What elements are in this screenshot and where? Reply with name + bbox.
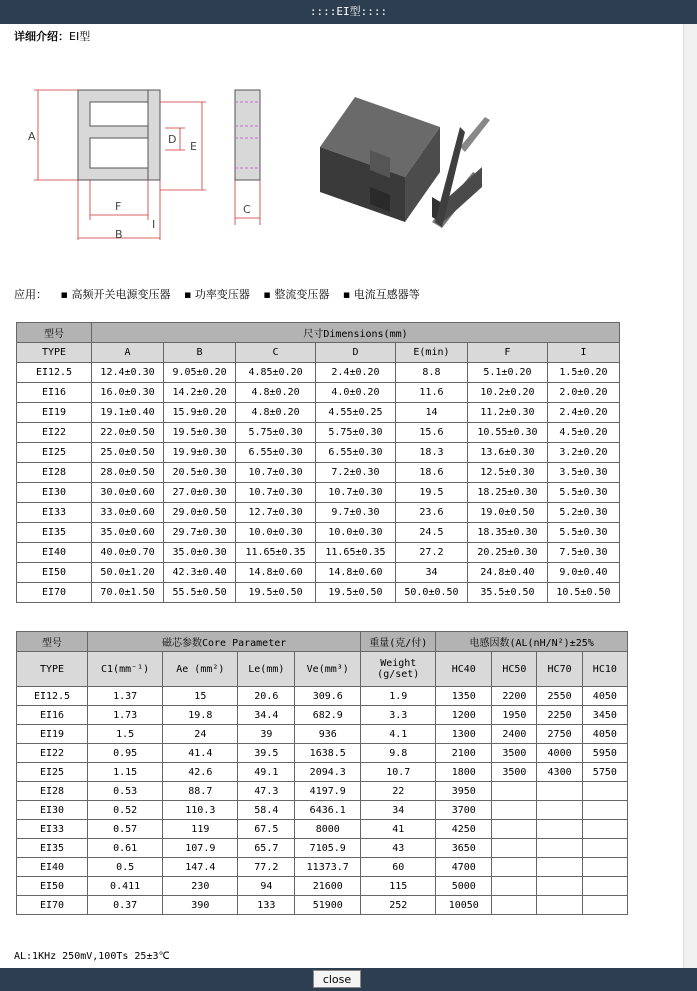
model-cell: EI12.5 [17, 687, 88, 706]
table-cell: 12.5±0.30 [467, 463, 547, 483]
table-row [17, 820, 628, 839]
table-cell: 60 [361, 858, 436, 877]
table-cell: 11.65±0.35 [236, 543, 316, 563]
model-cell: EI28 [17, 463, 92, 483]
table-cell: 11.65±0.35 [316, 543, 396, 563]
intro-line [14, 28, 90, 44]
table-row [17, 858, 628, 877]
table-cell: 34 [361, 801, 436, 820]
dim-label-d: D [168, 133, 177, 146]
table-cell: 4.8±0.20 [236, 383, 316, 403]
application-item: ▪ 高频开关电源变压器 [60, 288, 171, 301]
table-cell [492, 801, 537, 820]
table-cell: 3650 [436, 839, 492, 858]
table-cell: 1.15 [88, 763, 163, 782]
table-cell: 0.95 [88, 744, 163, 763]
table-cell: 19.9±0.30 [164, 443, 236, 463]
table-cell: 70.0±1.50 [92, 583, 164, 603]
dim-col-header: I [547, 343, 619, 363]
dimensions-header: 尺寸Dimensions(mm) [92, 323, 620, 343]
table-cell: 4.8±0.20 [236, 403, 316, 423]
table-row [17, 383, 620, 403]
table-cell: 10.7 [361, 763, 436, 782]
model-cell: EI70 [17, 896, 88, 915]
model-cell: EI50 [17, 563, 92, 583]
table-cell: 2100 [436, 744, 492, 763]
table-cell: 11373.7 [295, 858, 361, 877]
table-cell: 35.0±0.30 [164, 543, 236, 563]
table-cell: 1.37 [88, 687, 163, 706]
table-cell: 14.2±0.20 [164, 383, 236, 403]
table-cell: 0.37 [88, 896, 163, 915]
table-cell: 49.1 [238, 763, 295, 782]
table-cell: 10.0±0.30 [236, 523, 316, 543]
table-cell: 4.5±0.20 [547, 423, 619, 443]
table-cell: 19.0±0.50 [467, 503, 547, 523]
table-cell: 10050 [436, 896, 492, 915]
table-cell: 3.3 [361, 706, 436, 725]
table-cell: 2.4±0.20 [316, 363, 396, 383]
core-parameter-header: 磁芯参数Core Parameter [88, 632, 361, 652]
table-cell [537, 858, 582, 877]
table-row [17, 839, 628, 858]
table-cell: 7.5±0.30 [547, 543, 619, 563]
model-cell: EI30 [17, 483, 92, 503]
table-cell: 10.2±0.20 [467, 383, 547, 403]
table-cell: 16.0±0.30 [92, 383, 164, 403]
table-cell: 5.1±0.20 [467, 363, 547, 383]
table-cell: 42.6 [163, 763, 238, 782]
table-cell: 14 [395, 403, 467, 423]
table-row [17, 443, 620, 463]
table-cell: 1.73 [88, 706, 163, 725]
type-header: TYPE [17, 343, 92, 363]
table-cell: 0.52 [88, 801, 163, 820]
dim-col-header: F [467, 343, 547, 363]
table-cell: 10.7±0.30 [316, 483, 396, 503]
application-item: ▪ 整流变压器 [263, 288, 330, 301]
model-header: 型号 [17, 323, 92, 343]
table-cell [537, 782, 582, 801]
table-cell [582, 896, 627, 915]
table-cell: 682.9 [295, 706, 361, 725]
table-cell: 19.1±0.40 [92, 403, 164, 423]
table-cell: 119 [163, 820, 238, 839]
type-header: TYPE [17, 652, 88, 687]
table-cell: 10.0±0.30 [316, 523, 396, 543]
table-cell: 42.3±0.40 [164, 563, 236, 583]
table-cell: 4050 [582, 725, 627, 744]
table-cell: 2400 [492, 725, 537, 744]
al-col-header: HC50 [492, 652, 537, 687]
table-cell: 67.5 [238, 820, 295, 839]
table-cell: 12.4±0.30 [92, 363, 164, 383]
application-item: ▪ 功率变压器 [183, 288, 250, 301]
table-cell: 40.0±0.70 [92, 543, 164, 563]
table-cell: 27.0±0.30 [164, 483, 236, 503]
model-cell: EI12.5 [17, 363, 92, 383]
table-cell: 19.5 [395, 483, 467, 503]
table-cell: 4300 [537, 763, 582, 782]
table-cell: 94 [238, 877, 295, 896]
table-cell: 3450 [582, 706, 627, 725]
table-cell: 3.2±0.20 [547, 443, 619, 463]
table-cell: 147.4 [163, 858, 238, 877]
table-cell [582, 820, 627, 839]
ei-core-diagram [20, 80, 280, 240]
table-cell: 1.5±0.20 [547, 363, 619, 383]
table-cell: 12.7±0.30 [236, 503, 316, 523]
table-cell: 5.75±0.30 [316, 423, 396, 443]
model-cell: EI19 [17, 725, 88, 744]
table-cell: 20.5±0.30 [164, 463, 236, 483]
table-cell: 24 [163, 725, 238, 744]
table-cell: 7105.9 [295, 839, 361, 858]
application-item: ▪ 电流互感器等 [342, 288, 420, 301]
table-cell: 2.0±0.20 [547, 383, 619, 403]
table-cell: 0.53 [88, 782, 163, 801]
table-cell: 115 [361, 877, 436, 896]
table-cell: 18.3 [395, 443, 467, 463]
ve-header: Ve(mm³) [295, 652, 361, 687]
test-condition-note: AL:1KHz 250mV,100Ts 25±3℃ [14, 951, 170, 962]
table-cell: 6436.1 [295, 801, 361, 820]
content-area [0, 24, 683, 968]
table-cell [492, 877, 537, 896]
table-cell: 4000 [537, 744, 582, 763]
table-cell: 6.55±0.30 [236, 443, 316, 463]
applications [14, 286, 420, 302]
dim-label-c: C [243, 203, 251, 216]
table-row [17, 543, 620, 563]
model-cell: EI33 [17, 820, 88, 839]
dim-col-header: B [164, 343, 236, 363]
table-cell [582, 801, 627, 820]
model-cell: EI50 [17, 877, 88, 896]
table-cell: 1.5 [88, 725, 163, 744]
table-cell: 1300 [436, 725, 492, 744]
table-cell: 18.25±0.30 [467, 483, 547, 503]
table-cell: 34 [395, 563, 467, 583]
table-cell: 14.8±0.60 [316, 563, 396, 583]
table-cell: 24.8±0.40 [467, 563, 547, 583]
window-title: ::::EI型:::: [0, 0, 697, 24]
table-row [17, 782, 628, 801]
table-row [17, 687, 628, 706]
table-cell: 41 [361, 820, 436, 839]
table-cell: 50.0±0.50 [395, 583, 467, 603]
table-cell [492, 858, 537, 877]
table-cell: 18.6 [395, 463, 467, 483]
table-cell: 39.5 [238, 744, 295, 763]
table-cell: 13.6±0.30 [467, 443, 547, 463]
model-cell: EI40 [17, 543, 92, 563]
table-cell: 9.7±0.30 [316, 503, 396, 523]
table-cell: 2200 [492, 687, 537, 706]
table-cell [537, 820, 582, 839]
table-cell: 5950 [582, 744, 627, 763]
table-cell: 1.9 [361, 687, 436, 706]
table-cell: 4197.9 [295, 782, 361, 801]
table-cell: 20.6 [238, 687, 295, 706]
table-cell: 1350 [436, 687, 492, 706]
model-cell: EI33 [17, 503, 92, 523]
table-cell [537, 839, 582, 858]
table-cell: 252 [361, 896, 436, 915]
table-cell: 11.2±0.30 [467, 403, 547, 423]
table-cell: 3950 [436, 782, 492, 801]
model-cell: EI25 [17, 443, 92, 463]
dim-col-header: A [92, 343, 164, 363]
scrollbar[interactable] [683, 24, 697, 968]
table-cell: 27.2 [395, 543, 467, 563]
ei-core-photo [310, 92, 490, 232]
table-cell [537, 877, 582, 896]
table-cell: 309.6 [295, 687, 361, 706]
table-cell: 1800 [436, 763, 492, 782]
model-cell: EI40 [17, 858, 88, 877]
table-cell: 5750 [582, 763, 627, 782]
table-cell: 2250 [537, 706, 582, 725]
model-cell: EI22 [17, 423, 92, 443]
table-row [17, 896, 628, 915]
table-cell: 390 [163, 896, 238, 915]
table-cell: 2094.3 [295, 763, 361, 782]
table-cell: 3500 [492, 763, 537, 782]
model-cell: EI35 [17, 523, 92, 543]
table-cell: 7.2±0.30 [316, 463, 396, 483]
table-cell: 15.9±0.20 [164, 403, 236, 423]
table-cell: 4250 [436, 820, 492, 839]
table-cell: 4.55±0.25 [316, 403, 396, 423]
intro-value: EI型 [69, 30, 91, 43]
table-cell: 10.55±0.30 [467, 423, 547, 443]
table-cell: 3.5±0.30 [547, 463, 619, 483]
table-cell [492, 839, 537, 858]
table-cell: 230 [163, 877, 238, 896]
table-cell: 19.5±0.50 [316, 583, 396, 603]
table-cell [492, 782, 537, 801]
model-cell: EI25 [17, 763, 88, 782]
weight-sub-header: Weight (g/set) [361, 652, 436, 687]
table-cell: 4.85±0.20 [236, 363, 316, 383]
table-cell: 5.2±0.30 [547, 503, 619, 523]
table-cell: 3500 [492, 744, 537, 763]
dim-label-b: B [115, 228, 123, 240]
dim-label-f: F [115, 200, 122, 213]
dim-label-a: A [28, 130, 36, 143]
table-cell: 1950 [492, 706, 537, 725]
le-header: Le(mm) [238, 652, 295, 687]
table-cell: 24.5 [395, 523, 467, 543]
dim-col-header: D [316, 343, 396, 363]
model-cell: EI28 [17, 782, 88, 801]
table-cell: 5.5±0.30 [547, 483, 619, 503]
model-cell: EI35 [17, 839, 88, 858]
table-cell: 110.3 [163, 801, 238, 820]
table-row [17, 563, 620, 583]
table-cell: 4700 [436, 858, 492, 877]
table-cell: 10.7±0.30 [236, 483, 316, 503]
table-cell: 22.0±0.50 [92, 423, 164, 443]
table-cell: 0.61 [88, 839, 163, 858]
table-cell: 133 [238, 896, 295, 915]
table-cell: 23.6 [395, 503, 467, 523]
table-cell: 35.5±0.50 [467, 583, 547, 603]
table-row [17, 523, 620, 543]
core-parameter-table [16, 631, 628, 915]
table-cell: 1638.5 [295, 744, 361, 763]
al-col-header: HC10 [582, 652, 627, 687]
model-cell: EI16 [17, 706, 88, 725]
table-row [17, 744, 628, 763]
table-cell: 8000 [295, 820, 361, 839]
c1-header: C1(mm⁻¹) [88, 652, 163, 687]
table-row [17, 503, 620, 523]
model-cell: EI70 [17, 583, 92, 603]
dim-col-header: E(min) [395, 343, 467, 363]
table-cell [582, 858, 627, 877]
table-cell: 39 [238, 725, 295, 744]
model-cell: EI22 [17, 744, 88, 763]
table-cell: 4050 [582, 687, 627, 706]
table-cell: 25.0±0.50 [92, 443, 164, 463]
table-cell: 19.5±0.50 [236, 583, 316, 603]
table-cell: 34.4 [238, 706, 295, 725]
table-cell: 30.0±0.60 [92, 483, 164, 503]
table-cell: 19.8 [163, 706, 238, 725]
table-cell: 88.7 [163, 782, 238, 801]
table-cell: 0.5 [88, 858, 163, 877]
table-cell [582, 877, 627, 896]
table-cell: 1200 [436, 706, 492, 725]
table-cell: 2.4±0.20 [547, 403, 619, 423]
table-cell: 29.7±0.30 [164, 523, 236, 543]
table-cell: 4.0±0.20 [316, 383, 396, 403]
intro-label: 详细介绍： [14, 30, 69, 43]
table-row [17, 483, 620, 503]
table-row [17, 706, 628, 725]
table-cell [537, 896, 582, 915]
dim-label-i: I [152, 218, 156, 231]
model-cell: EI30 [17, 801, 88, 820]
table-cell: 2550 [537, 687, 582, 706]
bottom-bar [0, 968, 697, 991]
table-cell: 9.05±0.20 [164, 363, 236, 383]
table-cell [582, 839, 627, 858]
table-cell: 5000 [436, 877, 492, 896]
model-cell: EI19 [17, 403, 92, 423]
table-row [17, 403, 620, 423]
al-col-header: HC70 [537, 652, 582, 687]
table-cell [492, 820, 537, 839]
table-cell: 41.4 [163, 744, 238, 763]
table-cell: 107.9 [163, 839, 238, 858]
table-cell: 2750 [537, 725, 582, 744]
applications-label: 应用： [14, 288, 47, 301]
table-cell: 4.1 [361, 725, 436, 744]
al-header: 电感因数(AL(nH/N²)±25% [436, 632, 628, 652]
table-cell: 22 [361, 782, 436, 801]
table-cell: 0.411 [88, 877, 163, 896]
table-cell: 65.7 [238, 839, 295, 858]
table-cell: 15.6 [395, 423, 467, 443]
table-cell: 43 [361, 839, 436, 858]
table-cell: 5.5±0.30 [547, 523, 619, 543]
table-cell [492, 896, 537, 915]
close-button[interactable]: close [313, 970, 361, 988]
table-row [17, 801, 628, 820]
table-cell: 35.0±0.60 [92, 523, 164, 543]
table-row [17, 423, 620, 443]
table-cell: 10.5±0.50 [547, 583, 619, 603]
table-cell: 3700 [436, 801, 492, 820]
table-cell: 47.3 [238, 782, 295, 801]
table-cell: 18.35±0.30 [467, 523, 547, 543]
al-col-header: HC40 [436, 652, 492, 687]
ae-header: Ae (mm²) [163, 652, 238, 687]
weight-header: 重量(克/付) [361, 632, 436, 652]
dim-col-header: C [236, 343, 316, 363]
table-cell: 8.8 [395, 363, 467, 383]
table-cell: 9.8 [361, 744, 436, 763]
dim-label-e: E [190, 140, 197, 153]
table-cell: 55.5±0.50 [164, 583, 236, 603]
table-cell: 936 [295, 725, 361, 744]
table-row [17, 463, 620, 483]
table-cell: 29.0±0.50 [164, 503, 236, 523]
table-cell: 10.7±0.30 [236, 463, 316, 483]
dimensions-table [16, 322, 620, 603]
table-cell: 15 [163, 687, 238, 706]
table-row [17, 583, 620, 603]
table-cell: 33.0±0.60 [92, 503, 164, 523]
table-row [17, 363, 620, 383]
table-cell: 6.55±0.30 [316, 443, 396, 463]
table-cell: 19.5±0.30 [164, 423, 236, 443]
table-cell: 5.75±0.30 [236, 423, 316, 443]
table-cell: 77.2 [238, 858, 295, 877]
table-cell [582, 782, 627, 801]
table-cell: 11.6 [395, 383, 467, 403]
table-row [17, 725, 628, 744]
table-cell: 50.0±1.20 [92, 563, 164, 583]
table-cell: 0.57 [88, 820, 163, 839]
model-cell: EI16 [17, 383, 92, 403]
table-cell: 9.0±0.40 [547, 563, 619, 583]
table-cell [537, 801, 582, 820]
model-header: 型号 [17, 632, 88, 652]
table-row [17, 877, 628, 896]
table-cell: 58.4 [238, 801, 295, 820]
table-cell: 14.8±0.60 [236, 563, 316, 583]
table-cell: 28.0±0.50 [92, 463, 164, 483]
table-cell: 20.25±0.30 [467, 543, 547, 563]
table-cell: 51900 [295, 896, 361, 915]
table-cell: 21600 [295, 877, 361, 896]
table-row [17, 763, 628, 782]
